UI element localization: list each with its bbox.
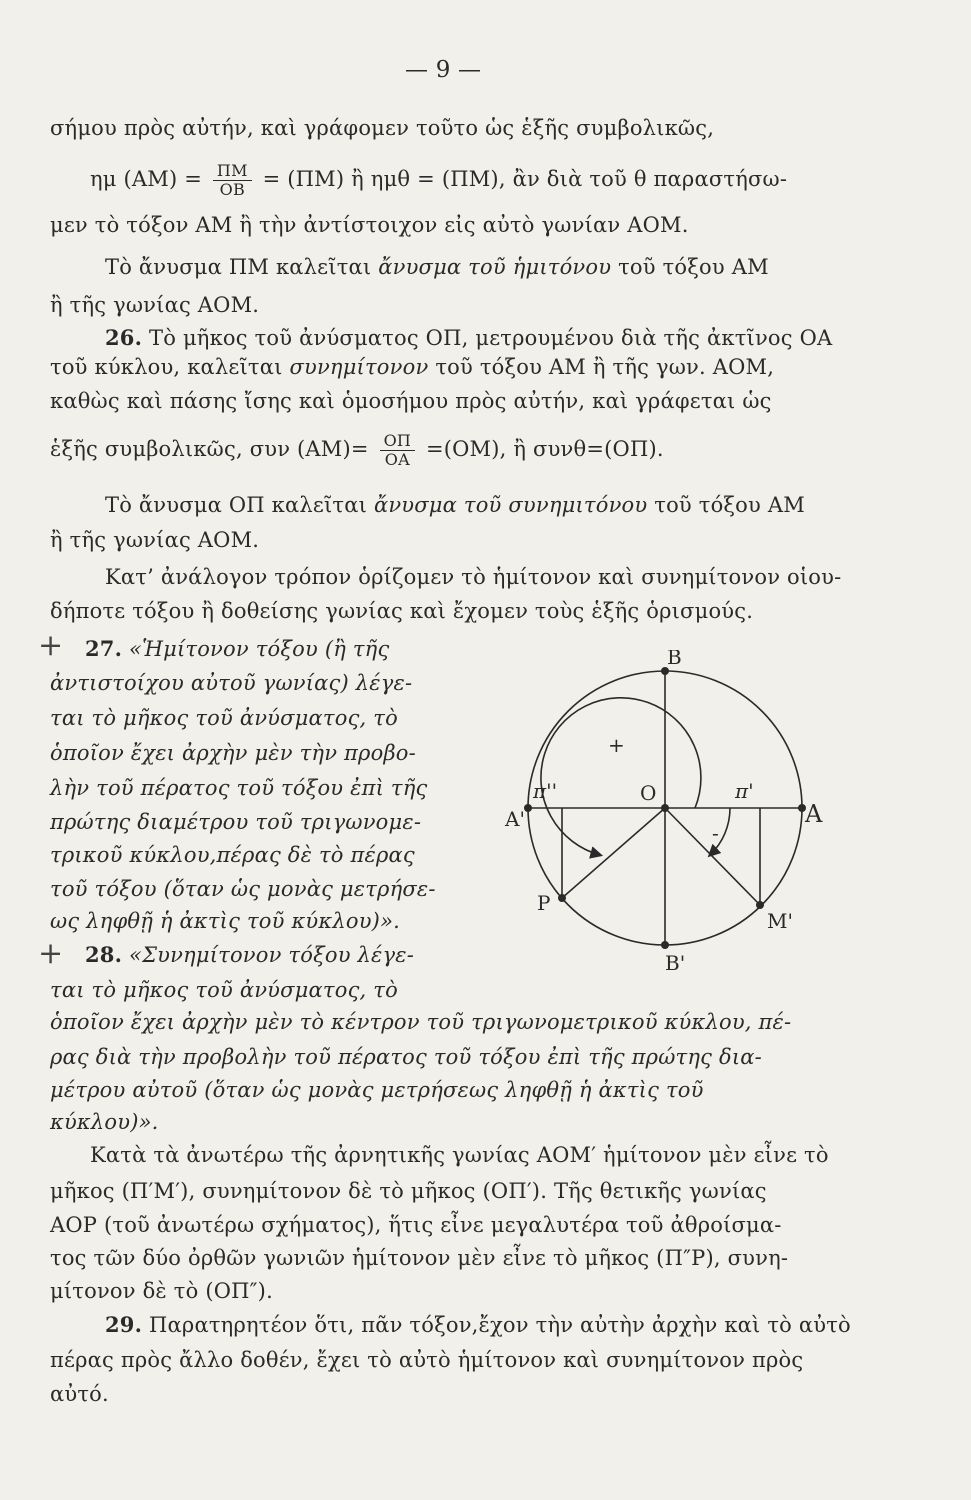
label-b: B: [667, 650, 682, 669]
label-m-prime: M': [767, 909, 793, 933]
section-number: 28.: [85, 942, 123, 967]
text-line: Κατὰ τὰ ἀνωτέρω τῆς ἀρνητικῆς γωνίας ΑΟΜ′ ἡμίτονον μὲν εἶνε τὸ: [90, 1143, 829, 1167]
definition-line: κύκλου)».: [50, 1110, 159, 1134]
text-span: τοῦ τόξου ΑΜ: [618, 255, 769, 279]
definition-line: ται τὸ μῆκος τοῦ ἀνύσματος, τὸ: [50, 978, 398, 1002]
equation-part: ἑξῆς συμβολικῶς, συν (ΑΜ)=: [50, 437, 369, 461]
definition-line: ὁποῖον ἔχει ἀρχὴν μὲν τὸ κέντρον τοῦ τριγωνομετρικοῦ κύκλου, πέ-: [50, 1010, 792, 1034]
text-span: τοῦ τόξου ΑΜ: [654, 493, 805, 517]
text-span: Τὸ ἄνυσμα ΟΠ καλεῖται: [105, 493, 368, 517]
label-minus: -: [712, 821, 719, 845]
text-line: τος τῶν δύο ὀρθῶν γωνιῶν ἡμίτονον μὲν εἶνε τὸ μῆκος (Π″Ρ), συνη-: [50, 1246, 789, 1270]
text-line: πέρας πρὸς ἄλλο δοθέν, ἔχει τὸ αὐτὸ ἡμίτονον καὶ συνημίτονον πρὸς: [50, 1348, 804, 1372]
label-a-prime: A': [505, 807, 525, 831]
text-line: μῆκος (Π′Μ′), συνημίτονον δὲ τὸ μῆκος (ΟΠ′). Τῆς θετικῆς γωνίας: [50, 1179, 767, 1203]
definition-line: πρώτης διαμέτρου τοῦ τριγωνομε-: [50, 810, 422, 834]
emphasis-term: συνημίτονον: [289, 355, 429, 379]
definition-line: μέτρου αὐτοῦ (ὅταν ὡς μονὰς μετρήσεως ληφθῇ ἡ ἀκτὶς τοῦ: [50, 1078, 704, 1102]
definition-text: «Ἡμίτονον τόξου (ἢ τῆς: [129, 637, 390, 661]
positive-angle-arc: [541, 698, 701, 855]
text-line: Κατ’ ἀνάλογον τρόπον ὁρίζομεν τὸ ἡμίτονον καὶ συνημίτονον οἱου-: [105, 565, 842, 589]
text-line: αὐτό.: [50, 1382, 109, 1406]
label-pi-double: π'': [533, 779, 558, 803]
label-b-prime: B': [665, 951, 686, 975]
text-line: [85, 634, 389, 664]
point-p: [558, 894, 566, 902]
text-span: Παρατηρητέον ὅτι, πᾶν τόξον,ἔχον τὴν αὐτὴν ἀρχὴν καὶ τὸ αὐτὸ: [149, 1313, 851, 1337]
text-line: ἢ τῆς γωνίας ΑΟΜ.: [50, 528, 260, 552]
page-number: — 9 —: [405, 57, 482, 83]
definition-line: ὁποῖον ἔχει ἀρχὴν μὲν τὴν προβο-: [50, 741, 416, 765]
label-plus: +: [608, 733, 625, 757]
label-p: P: [537, 891, 551, 915]
equation-sine: [90, 162, 787, 199]
section-number: 27.: [85, 636, 123, 661]
text-line: μίτονον δὲ τὸ (ΟΠ″).: [50, 1279, 273, 1303]
definition-line: ρας διὰ τὴν προβολὴν τοῦ πέρατος τοῦ τόξου ἐπὶ τῆς πρώτης δια-: [50, 1045, 762, 1069]
label-o: O: [640, 781, 657, 805]
definition-line: ως ληφθῇ ἡ ἀκτὶς τοῦ κύκλου)».: [50, 909, 400, 933]
definition-text: «Συνημίτονον τόξου λέγε-: [129, 943, 415, 967]
point-center: [661, 804, 669, 812]
text-line: [85, 940, 414, 970]
fraction-op-oa: [380, 432, 415, 469]
text-line: [50, 352, 774, 382]
text-line: δήποτε τόξου ἢ δοθείσης γωνίας καὶ ἔχομεν τοὺς ἑξῆς ὁρισμούς.: [50, 599, 754, 623]
label-a: A: [805, 800, 823, 828]
section-number: 29.: [105, 1312, 143, 1337]
text-line: καθὼς καὶ πάσης ἴσης καὶ ὁμοσήμου πρὸς αὐτήν, καὶ γράφεται ὡς: [50, 389, 772, 413]
emphasis-term: ἄνυσμα τοῦ ἡμιτόνου: [378, 255, 612, 279]
equation-part: = (ΠΜ): [262, 167, 345, 191]
definition-line: ται τὸ μῆκος τοῦ ἀνύσματος, τὸ: [50, 706, 398, 730]
definition-line: τοῦ τόξου (ὅταν ὡς μονὰς μετρήσε-: [50, 877, 436, 901]
label-pi-prime: π': [735, 779, 754, 803]
text-span: Τὸ μῆκος τοῦ ἀνύσματος ΟΠ, μετρουμένου διὰ τῆς ἀκτῖνος ΟΑ: [149, 326, 833, 350]
fraction-pm-ob: [213, 162, 252, 199]
equation-part: =(ΟΜ), ἢ συνθ=(ΟΠ).: [425, 437, 664, 461]
equation-part: ἢ ημθ = (ΠΜ), ἂν διὰ τοῦ θ παραστήσω-: [351, 167, 788, 191]
fraction-numerator: ΟΠ: [380, 432, 415, 451]
section-number: 26.: [105, 325, 143, 350]
text-line: [105, 1310, 851, 1340]
definition-line: τρικοῦ κύκλου,πέρας δὲ τὸ πέρας: [50, 843, 415, 867]
equation-cosine: [50, 432, 664, 469]
margin-mark-icon: +: [38, 628, 64, 663]
text-span: τοῦ κύκλου, καλεῖται: [50, 355, 283, 379]
definition-line: ἀντιστοίχου αὐτοῦ γωνίας) λέγε-: [50, 671, 413, 695]
definition-line: λὴν τοῦ πέρατος τοῦ τόξου ἐπὶ τῆς: [50, 776, 428, 800]
text-line: [105, 490, 805, 520]
text-span: τοῦ τόξου ΑΜ ἢ τῆς γων. ΑΟΜ,: [435, 355, 775, 379]
text-line: σήμου πρὸς αὐτήν, καὶ γράφομεν τοῦτο ὡς ἑξῆς συμβολικῶς,: [50, 116, 715, 140]
point-b-prime: [661, 941, 669, 949]
fraction-denominator: ΟΒ: [219, 180, 245, 199]
fraction-denominator: ΟΑ: [384, 450, 410, 469]
point-a-prime: [524, 804, 532, 812]
radius-to-p: [562, 808, 665, 898]
text-line: [105, 252, 769, 282]
trigonometric-circle-figure: [495, 650, 835, 980]
text-line: ἢ τῆς γωνίας ΑΟΜ.: [50, 293, 260, 317]
text-span: Τὸ ἄνυσμα ΠΜ καλεῖται: [105, 255, 372, 279]
text-line: μεν τὸ τόξον ΑΜ ἢ τὴν ἀντίστοιχον εἰς αὐτὸ γωνίαν ΑΟΜ.: [50, 213, 689, 237]
equation-part: ημ (ΑΜ) =: [90, 167, 203, 191]
emphasis-term: ἄνυσμα τοῦ συνημιτόνου: [373, 493, 648, 517]
fraction-numerator: ΠΜ: [213, 162, 252, 181]
text-line: [105, 323, 832, 353]
text-line: ΑΟΡ (τοῦ ἀνωτέρω σχήματος), ἥτις εἶνε μεγαλυτέρα τοῦ ἀθροίσμα-: [50, 1213, 782, 1237]
margin-mark-icon: +: [38, 936, 64, 971]
point-m-prime: [756, 901, 764, 909]
